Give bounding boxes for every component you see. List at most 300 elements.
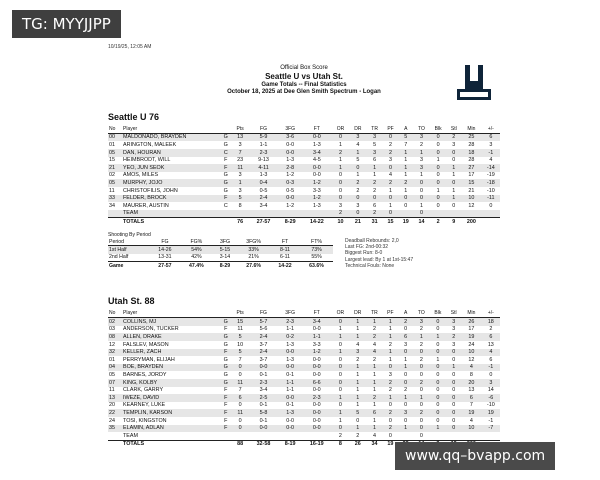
cell: DR bbox=[349, 309, 366, 318]
cell: HEIMBRODT, WILL bbox=[123, 157, 171, 164]
cell: 16-19 bbox=[302, 440, 331, 448]
cell: 0 bbox=[452, 417, 456, 424]
cell: 33 bbox=[108, 195, 122, 203]
cell: 0 bbox=[238, 417, 242, 424]
player-row bbox=[108, 394, 500, 402]
cell: 6-11 bbox=[280, 254, 291, 261]
header-matchup: Seattle U vs Utah St. bbox=[265, 72, 343, 82]
cell bbox=[482, 210, 500, 218]
cell: 19 bbox=[398, 218, 413, 226]
cell: 11 bbox=[232, 164, 249, 172]
cell: -11 bbox=[482, 195, 500, 203]
cell: 1 bbox=[349, 379, 366, 387]
cell: 1 bbox=[332, 164, 350, 172]
cell: 88 bbox=[232, 440, 249, 448]
cell: A bbox=[398, 309, 413, 318]
cell: 5-6 bbox=[259, 326, 268, 333]
watermark-bottom: www.qq–bvapp.com bbox=[395, 442, 555, 470]
cell: IWEZE, DAVID bbox=[122, 394, 220, 402]
cell: 3 bbox=[398, 409, 413, 417]
cell: 0 bbox=[430, 349, 447, 357]
cell: C bbox=[220, 149, 232, 157]
cell: 1 bbox=[388, 326, 392, 333]
cell bbox=[220, 125, 232, 134]
cell: No bbox=[108, 125, 122, 134]
cell: 1 bbox=[404, 172, 408, 179]
cell: ALLEN, DRAKE bbox=[122, 333, 220, 341]
cell bbox=[220, 432, 232, 440]
cell: 1 bbox=[404, 356, 408, 363]
cell: 27-57 bbox=[150, 262, 180, 270]
cell: 0 bbox=[338, 356, 342, 363]
cell: 3 bbox=[349, 349, 366, 357]
cell: 2-4 bbox=[249, 349, 278, 357]
cell: 0-0 bbox=[312, 356, 321, 363]
cell: F bbox=[220, 394, 232, 402]
cell: 3 bbox=[404, 341, 408, 348]
cell: 0-0 bbox=[286, 141, 295, 148]
cell: 0-0 bbox=[302, 364, 331, 372]
cell: 2 bbox=[372, 356, 376, 363]
cell: 2 bbox=[367, 179, 383, 187]
cell: 1 bbox=[452, 187, 456, 194]
cell: 1 bbox=[436, 187, 440, 194]
cell: TEAM bbox=[122, 210, 220, 218]
cell: PF bbox=[383, 309, 399, 318]
cell: 0 bbox=[446, 394, 461, 402]
cell: 0 bbox=[331, 364, 349, 372]
cell bbox=[278, 210, 302, 218]
cell: 2 bbox=[383, 409, 399, 417]
cell: 0-5 bbox=[286, 187, 295, 194]
cell: 2-3 bbox=[302, 394, 331, 402]
cell: 0-1 bbox=[286, 371, 294, 378]
cell: 03 bbox=[109, 326, 115, 333]
cell: Game bbox=[108, 262, 150, 270]
cell: 6 bbox=[482, 133, 500, 141]
cell: -7 bbox=[482, 425, 500, 433]
cell: 0-0 bbox=[249, 425, 278, 433]
cell: 0 bbox=[331, 318, 349, 326]
cell: G bbox=[223, 371, 228, 378]
cell: Min bbox=[461, 125, 482, 134]
cell: 3 bbox=[389, 157, 393, 164]
cell: 08 bbox=[108, 333, 122, 341]
cell: 1 bbox=[383, 333, 399, 341]
cell: 2 bbox=[356, 187, 360, 194]
cell: 9-13 bbox=[258, 157, 269, 164]
cell: 01 bbox=[109, 141, 115, 148]
cell: 0 bbox=[436, 402, 440, 409]
cell: 54% bbox=[180, 246, 213, 254]
cell: 2 bbox=[332, 210, 350, 218]
period-row bbox=[108, 254, 333, 262]
cell: 2nd Half bbox=[109, 254, 129, 261]
header-doc-type: Official Box Score bbox=[280, 65, 328, 71]
cell: -14 bbox=[482, 164, 500, 172]
cell: 32-58 bbox=[249, 440, 278, 448]
cell: 0-0 bbox=[278, 349, 302, 357]
cell bbox=[108, 210, 122, 218]
cell: 0 bbox=[420, 187, 424, 194]
cell: 1 bbox=[356, 402, 360, 409]
cell: 4-11 bbox=[249, 164, 278, 172]
cell: 4 bbox=[372, 432, 376, 439]
cell: 0 bbox=[430, 318, 447, 326]
cell bbox=[398, 210, 413, 218]
cell: 1 bbox=[430, 425, 447, 433]
cell: 21 bbox=[349, 218, 366, 226]
cell: 5 bbox=[356, 157, 360, 164]
cell: 1 bbox=[367, 164, 383, 172]
cell: 1 bbox=[366, 318, 382, 326]
cell bbox=[461, 432, 482, 440]
cell: 0 bbox=[404, 326, 408, 333]
cell: 1 bbox=[398, 164, 413, 172]
cell: -18 bbox=[482, 179, 500, 187]
cell: 1 bbox=[349, 425, 366, 433]
cell: G bbox=[223, 141, 228, 148]
cell: 3 bbox=[349, 133, 366, 141]
cell: 200 bbox=[461, 218, 482, 226]
cell: ARINGTON, MALEEK bbox=[123, 141, 177, 148]
cell: 11 bbox=[232, 409, 249, 417]
cell: 1 bbox=[338, 157, 342, 164]
cell: 1 bbox=[331, 349, 349, 357]
cell: KELLER, ZACH bbox=[122, 349, 220, 357]
cell: 0 bbox=[331, 379, 349, 387]
cell: 0 bbox=[383, 164, 399, 172]
cell: 3 bbox=[452, 326, 456, 333]
cell: AMOS, MILES bbox=[123, 172, 159, 179]
cell: 1-2 bbox=[286, 202, 295, 209]
cell: Period bbox=[108, 238, 150, 246]
cell: 14-22 bbox=[302, 218, 331, 226]
cell: 0-5 bbox=[259, 187, 268, 194]
cell: BARNES, JORDY bbox=[123, 371, 167, 378]
cell: G bbox=[220, 133, 232, 141]
cell: 14-26 bbox=[150, 246, 180, 254]
cell: G bbox=[223, 172, 228, 179]
cell: 01 bbox=[109, 356, 115, 363]
cell: 0 bbox=[404, 371, 408, 378]
cell: TR bbox=[366, 309, 382, 318]
cell: 1 bbox=[383, 394, 399, 402]
team1-notes bbox=[345, 232, 413, 270]
cell: 6 bbox=[373, 157, 377, 164]
cell: F bbox=[224, 326, 228, 333]
cell: 15 bbox=[232, 318, 249, 326]
cell: 0 bbox=[349, 195, 366, 203]
cell: 0-2 bbox=[278, 333, 302, 341]
cell: 3 bbox=[446, 318, 461, 326]
cell: 2 bbox=[367, 210, 383, 218]
player-row bbox=[108, 409, 500, 417]
cell: 35 bbox=[108, 425, 122, 433]
team1-period-section bbox=[108, 232, 500, 270]
cell: 2 bbox=[413, 409, 430, 417]
cell: 0 bbox=[436, 417, 440, 424]
cell: 0-0 bbox=[312, 371, 321, 378]
cell: 22 bbox=[108, 409, 122, 417]
player-row bbox=[108, 371, 500, 379]
cell: 11 bbox=[109, 387, 115, 394]
cell: 8-19 bbox=[278, 440, 302, 448]
cell: 0 bbox=[383, 195, 399, 203]
cell: TOSI, KINGSTON bbox=[123, 417, 167, 424]
cell: 21 bbox=[468, 187, 475, 194]
cell: 4 bbox=[461, 364, 482, 372]
cell: F bbox=[220, 349, 232, 357]
cell: 05 bbox=[108, 149, 122, 157]
cell: Pts bbox=[232, 125, 249, 134]
cell: BOE, BRAYDEN bbox=[122, 364, 220, 372]
cell: 8 bbox=[238, 202, 242, 209]
cell: 0-3 bbox=[278, 179, 302, 187]
cell: 0-0 bbox=[312, 402, 321, 409]
cell: 13 bbox=[232, 133, 249, 141]
cell: 5-15 bbox=[213, 246, 237, 254]
cell: F bbox=[220, 409, 232, 417]
team1-title: Seattle U 76 bbox=[108, 112, 160, 122]
cell: 0 bbox=[349, 164, 366, 172]
cell: 13 bbox=[108, 394, 122, 402]
cell: 0 bbox=[383, 210, 399, 218]
cell: 3 bbox=[413, 164, 430, 172]
cell: -19 bbox=[486, 172, 495, 179]
cell: 3-4 bbox=[302, 149, 331, 157]
cell: 2-8 bbox=[278, 164, 302, 172]
cell: 1 bbox=[413, 149, 430, 157]
cell: 0 bbox=[452, 402, 456, 409]
cell: 0 bbox=[430, 394, 447, 402]
cell: 7 bbox=[404, 141, 408, 148]
cell: 1-1 bbox=[259, 141, 268, 148]
cell: 2 bbox=[383, 425, 399, 433]
cell: 0 bbox=[452, 371, 456, 378]
cell: 1 bbox=[413, 394, 430, 402]
header-subtitle: Game Totals -- Final Statistics bbox=[261, 81, 347, 88]
cell: 23 bbox=[237, 157, 244, 164]
cell: G bbox=[223, 341, 228, 348]
cell: 2 bbox=[388, 341, 392, 348]
cell: 19 bbox=[461, 333, 482, 341]
cell: 0 bbox=[331, 425, 349, 433]
player-row bbox=[108, 210, 500, 218]
cell: 5 bbox=[232, 349, 249, 357]
player-row bbox=[108, 157, 500, 165]
cell: FT bbox=[302, 309, 331, 318]
cell: 18 bbox=[482, 318, 500, 326]
cell: 5-9 bbox=[249, 133, 278, 141]
cell: 3 bbox=[238, 172, 242, 179]
cell: ELAMIN, ADLAN bbox=[122, 425, 220, 433]
cell: 0 bbox=[430, 379, 447, 387]
cell: 0-4 bbox=[249, 179, 278, 187]
cell: 25 bbox=[461, 133, 482, 141]
cell: 3 bbox=[413, 133, 430, 141]
cell: 1 bbox=[420, 172, 424, 179]
cell: 1 bbox=[232, 179, 249, 187]
cell: 26 bbox=[349, 440, 366, 448]
player-row bbox=[108, 179, 500, 187]
cell: DAN, HOURAN bbox=[122, 149, 220, 157]
cell: 2 bbox=[383, 149, 399, 157]
cell: 0 bbox=[238, 402, 242, 409]
cell: OR bbox=[331, 309, 349, 318]
cell: 12 bbox=[468, 202, 475, 209]
cell: 11 bbox=[237, 326, 243, 333]
cell: TO bbox=[413, 309, 430, 318]
cell: 8 bbox=[331, 440, 349, 448]
cell: 0 bbox=[452, 157, 456, 164]
cell: 0-1 bbox=[259, 371, 268, 378]
cell: 0-0 bbox=[278, 195, 302, 203]
cell bbox=[232, 432, 249, 440]
cell: 1 bbox=[389, 187, 393, 194]
cell: 14-22 bbox=[270, 262, 300, 270]
cell: 27-57 bbox=[249, 218, 278, 226]
cell: 13 bbox=[487, 341, 494, 348]
cell: 0 bbox=[383, 364, 399, 372]
cell bbox=[482, 432, 500, 440]
cell: 0-1 bbox=[259, 402, 268, 409]
cell: ANDERSON, TUCKER bbox=[123, 326, 179, 333]
cell bbox=[249, 210, 278, 218]
cell: KEARNEY, LUKE bbox=[123, 402, 166, 409]
cell bbox=[249, 432, 278, 440]
player-row bbox=[108, 333, 500, 341]
cell: 2 bbox=[366, 394, 382, 402]
cell: 0 bbox=[452, 387, 456, 394]
cell: 0-0 bbox=[312, 326, 321, 333]
cell: G bbox=[220, 179, 232, 187]
cell: 8-29 bbox=[213, 262, 237, 270]
cell: 0 bbox=[238, 371, 242, 378]
cell: 0 bbox=[436, 202, 440, 209]
cell: Player bbox=[122, 309, 220, 318]
cell: 20 bbox=[461, 379, 482, 387]
cell: 2 bbox=[349, 179, 366, 187]
cell: 1 bbox=[349, 318, 366, 326]
cell: -1 bbox=[482, 149, 500, 157]
cell bbox=[461, 210, 482, 218]
cell: 14 bbox=[487, 387, 494, 394]
cell: 24 bbox=[109, 417, 115, 424]
cell: 0 bbox=[413, 210, 430, 218]
cell: 1 bbox=[372, 417, 376, 424]
cell: 15 bbox=[461, 179, 482, 187]
cell: 0 bbox=[446, 425, 461, 433]
cell: -1 bbox=[488, 417, 494, 424]
cell: 1 bbox=[413, 333, 430, 341]
cell: 0-0 bbox=[312, 172, 321, 179]
cell: F bbox=[220, 195, 232, 203]
cell: A bbox=[398, 125, 413, 134]
cell: 2 bbox=[383, 179, 399, 187]
cell: 5-8 bbox=[249, 409, 278, 417]
cell: 17 bbox=[468, 172, 475, 179]
cell: 0 bbox=[413, 179, 430, 187]
cell: 3 bbox=[413, 318, 430, 326]
cell: FELDER, BROCK bbox=[122, 195, 220, 203]
header-date-venue: October 18, 2025 at Dee Glen Smith Spectrum - Logan bbox=[227, 88, 381, 95]
cell: F bbox=[224, 157, 228, 164]
cell: 0 bbox=[419, 371, 423, 378]
cell: 05 bbox=[109, 371, 115, 378]
cell bbox=[108, 218, 122, 226]
cell: 1 bbox=[356, 387, 360, 394]
cell: CLARK, GARRY bbox=[123, 387, 164, 394]
cell bbox=[446, 432, 461, 440]
cell: 8-11 bbox=[270, 246, 300, 254]
cell: 1-2 bbox=[302, 349, 331, 357]
cell: 1 bbox=[366, 425, 382, 433]
cell: 3-3 bbox=[312, 187, 321, 194]
period-header-row bbox=[108, 238, 333, 246]
cell: COLLINS, MJ bbox=[122, 318, 220, 326]
cell: 0-0 bbox=[249, 364, 278, 372]
cell: MAURER, AUSTIN bbox=[123, 202, 169, 209]
cell: 07 bbox=[108, 379, 122, 387]
cell: 1-3 bbox=[312, 202, 321, 209]
cell: 3FG% bbox=[237, 238, 270, 246]
cell: 34 bbox=[366, 440, 382, 448]
cell: F bbox=[224, 387, 228, 394]
cell: 0 bbox=[436, 341, 440, 348]
cell: 1 bbox=[404, 157, 408, 164]
cell bbox=[302, 432, 331, 440]
cell: 19 bbox=[383, 440, 399, 448]
cell: 0 bbox=[489, 202, 493, 209]
cell: G bbox=[223, 356, 228, 363]
note-line: Last FG: 2nd-00:32 bbox=[345, 244, 389, 251]
cell: 6 bbox=[489, 356, 493, 363]
cell: 0 bbox=[419, 432, 423, 439]
cell: 6 bbox=[232, 394, 249, 402]
cell: 0 bbox=[489, 371, 493, 378]
cell: 5 bbox=[373, 141, 377, 148]
cell: No bbox=[108, 309, 122, 318]
cell: 0-0 bbox=[278, 149, 302, 157]
player-row bbox=[108, 432, 500, 440]
cell: 1-3 bbox=[286, 356, 294, 363]
cell: 0 bbox=[383, 133, 399, 141]
cell: 1-2 bbox=[302, 179, 331, 187]
cell: Blk bbox=[430, 125, 447, 134]
cell: 4 bbox=[356, 341, 360, 348]
cell: 3-4 bbox=[259, 387, 268, 394]
cell: Stl bbox=[446, 125, 461, 134]
cell: 0 bbox=[436, 326, 440, 333]
cell bbox=[430, 432, 447, 440]
cell: 10 bbox=[461, 195, 482, 203]
cell: 1 bbox=[436, 157, 440, 164]
cell: 1st Half bbox=[108, 246, 150, 254]
cell: 1 bbox=[430, 333, 447, 341]
cell bbox=[398, 432, 413, 440]
note-line: Technical Fouls: None bbox=[345, 262, 395, 269]
cell: 1 bbox=[349, 333, 366, 341]
cell bbox=[232, 210, 249, 218]
cell: 1 bbox=[372, 402, 376, 409]
cell: 0 bbox=[436, 141, 440, 148]
cell: 3FG bbox=[278, 309, 302, 318]
cell: Blk bbox=[430, 309, 447, 318]
cell: 24 bbox=[468, 341, 475, 348]
cell bbox=[220, 309, 232, 318]
cell: 0 bbox=[388, 402, 392, 409]
